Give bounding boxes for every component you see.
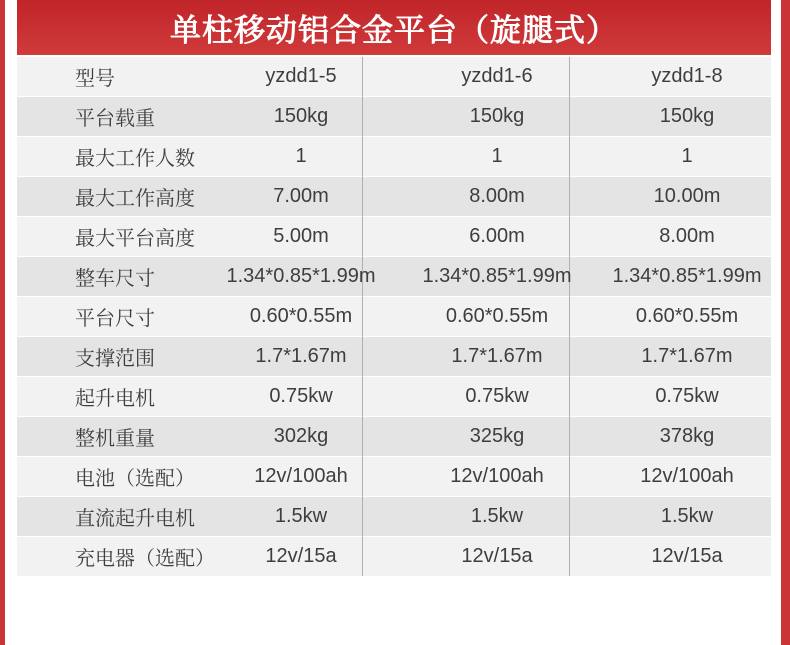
spec-value-col-1: 1: [295, 145, 307, 167]
spec-label: 起升电机: [75, 388, 155, 410]
page-title: 单柱移动铝合金平台（旋腿式）: [170, 13, 618, 48]
spec-value-col-1: 5.00m: [273, 225, 329, 247]
spec-label: 充电器（选配）: [75, 548, 215, 570]
spec-label: 整机重量: [75, 428, 155, 450]
spec-value-col-3: 12v/100ah: [640, 465, 734, 487]
spec-value-col-2: 1.7*1.67m: [451, 345, 543, 367]
table-row: [17, 257, 771, 297]
spec-value-col-2: 1.5kw: [470, 505, 524, 527]
spec-label: 平台尺寸: [75, 308, 155, 330]
spec-label: 最大平台高度: [75, 228, 195, 250]
spec-value-col-2: 0.60*0.55m: [445, 305, 549, 327]
spec-value-col-2: 1: [491, 145, 503, 167]
spec-value-col-1: 7.00m: [273, 185, 329, 207]
table-row: [17, 497, 771, 537]
spec-value-col-2: 12v/15a: [461, 545, 533, 567]
spec-value-col-3: 1: [681, 145, 693, 167]
spec-value-col-2: 6.00m: [469, 225, 525, 247]
table-row: [17, 177, 771, 217]
spec-value-col-1: 1.7*1.67m: [255, 345, 347, 367]
spec-value-col-3: 10.00m: [653, 185, 721, 207]
spec-value-col-2: 12v/100ah: [450, 465, 544, 487]
spec-value-col-2: yzdd1-6: [461, 65, 533, 87]
spec-value-col-2: 1.34*0.85*1.99m: [422, 265, 572, 287]
spec-value-col-1: 0.60*0.55m: [249, 305, 353, 327]
spec-value-col-1: 0.75kw: [269, 385, 333, 407]
spec-value-col-3: 12v/15a: [651, 545, 723, 567]
spec-value-col-1: yzdd1-5: [265, 65, 337, 87]
spec-value-col-1: 1.34*0.85*1.99m: [226, 265, 376, 287]
table-row: [17, 57, 771, 97]
table-row: [17, 337, 771, 377]
spec-label: 电池（选配）: [75, 468, 195, 490]
spec-value-col-1: 150kg: [273, 105, 329, 127]
table-row: [17, 217, 771, 257]
spec-value-col-2: 8.00m: [469, 185, 525, 207]
table-row: [17, 97, 771, 137]
table-row: [17, 417, 771, 457]
spec-value-col-2: 325kg: [469, 425, 525, 447]
spec-value-col-3: 1.34*0.85*1.99m: [612, 265, 762, 287]
spec-label: 整车尺寸: [75, 268, 155, 290]
spec-value-col-3: 0.75kw: [655, 385, 719, 407]
spec-value-col-1: 12v/100ah: [254, 465, 348, 487]
spec-label: 型号: [75, 68, 115, 90]
table-row: [17, 137, 771, 177]
table-row: [17, 457, 771, 497]
spec-value-col-1: 1.5kw: [274, 505, 328, 527]
spec-label: 直流起升电机: [75, 508, 195, 530]
spec-value-col-3: yzdd1-8: [651, 65, 723, 87]
spec-value-col-3: 1.5kw: [660, 505, 714, 527]
spec-value-col-1: 12v/15a: [265, 545, 337, 567]
table-row: [17, 377, 771, 417]
spec-value-col-2: 150kg: [469, 105, 525, 127]
spec-value-col-2: 0.75kw: [465, 385, 529, 407]
right-red-border: [781, 0, 790, 645]
content-area: [17, 0, 771, 577]
spec-label: 最大工作人数: [75, 148, 195, 170]
left-red-border: [0, 0, 5, 645]
title-banner: [17, 0, 771, 55]
spec-label: 平台载重: [75, 108, 155, 130]
spec-value-col-3: 1.7*1.67m: [641, 345, 733, 367]
spec-value-col-3: 0.60*0.55m: [635, 305, 739, 327]
spec-label: 支撑范围: [75, 348, 155, 370]
spec-table: [17, 57, 771, 577]
spec-value-col-1: 302kg: [273, 425, 329, 447]
spec-value-col-3: 8.00m: [659, 225, 715, 247]
table-row: [17, 297, 771, 337]
spec-value-col-3: 378kg: [659, 425, 715, 447]
table-row: [17, 537, 771, 577]
spec-label: 最大工作高度: [75, 188, 195, 210]
spec-value-col-3: 150kg: [659, 105, 715, 127]
